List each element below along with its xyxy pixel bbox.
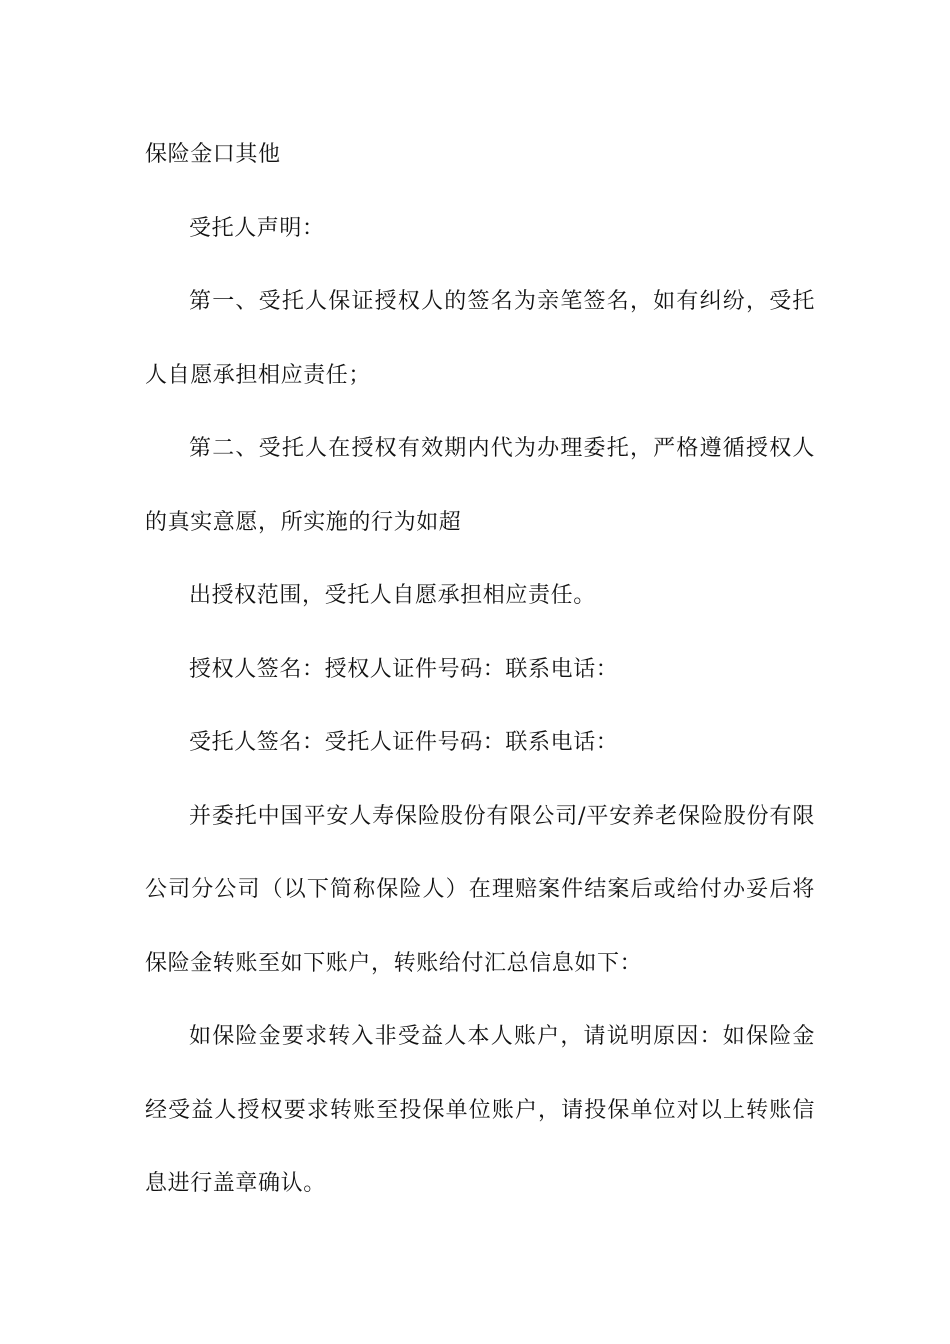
text-line: 受托人声明： <box>189 215 325 241</box>
text-line: 受托人签名：受托人证件号码：联系电话： <box>189 730 619 755</box>
text-line: 的真实意愿，所实施的行为如超 <box>145 509 462 535</box>
text-line: 出授权范围，受托人自愿承担相应责任。 <box>189 583 596 608</box>
text-line: 第一、受托人保证授权人的签名为亲笔签名，如有纠纷，受托 <box>189 289 815 314</box>
text-line: 如保险金要求转入非受益人本人账户，请说明原因：如保险金 <box>189 1024 815 1049</box>
text-line: 保险金转账至如下账户，转账给付汇总信息如下： <box>145 950 643 976</box>
text-line: 人自愿承担相应责任； <box>145 362 372 388</box>
text-line: 公司分公司（以下简称保险人）在理赔案件结案后或给付办妥后将 <box>145 877 815 902</box>
text-line: 第二、受托人在授权有效期内代为办理委托，严格遵循授权人 <box>189 436 815 461</box>
text-line: 授权人签名：授权人证件号码：联系电话： <box>189 656 619 682</box>
text-line: 息进行盖章确认。 <box>145 1171 326 1196</box>
text-line: 经受益人授权要求转账至投保单位账户，请投保单位对以上转账信 <box>145 1097 815 1123</box>
document-body <box>145 118 815 1221</box>
text-line: 并委托中国平安人寿保险股份有限公司/平安养老保险股份有限 <box>189 803 815 829</box>
text-line: 保险金口其他 <box>145 142 281 167</box>
